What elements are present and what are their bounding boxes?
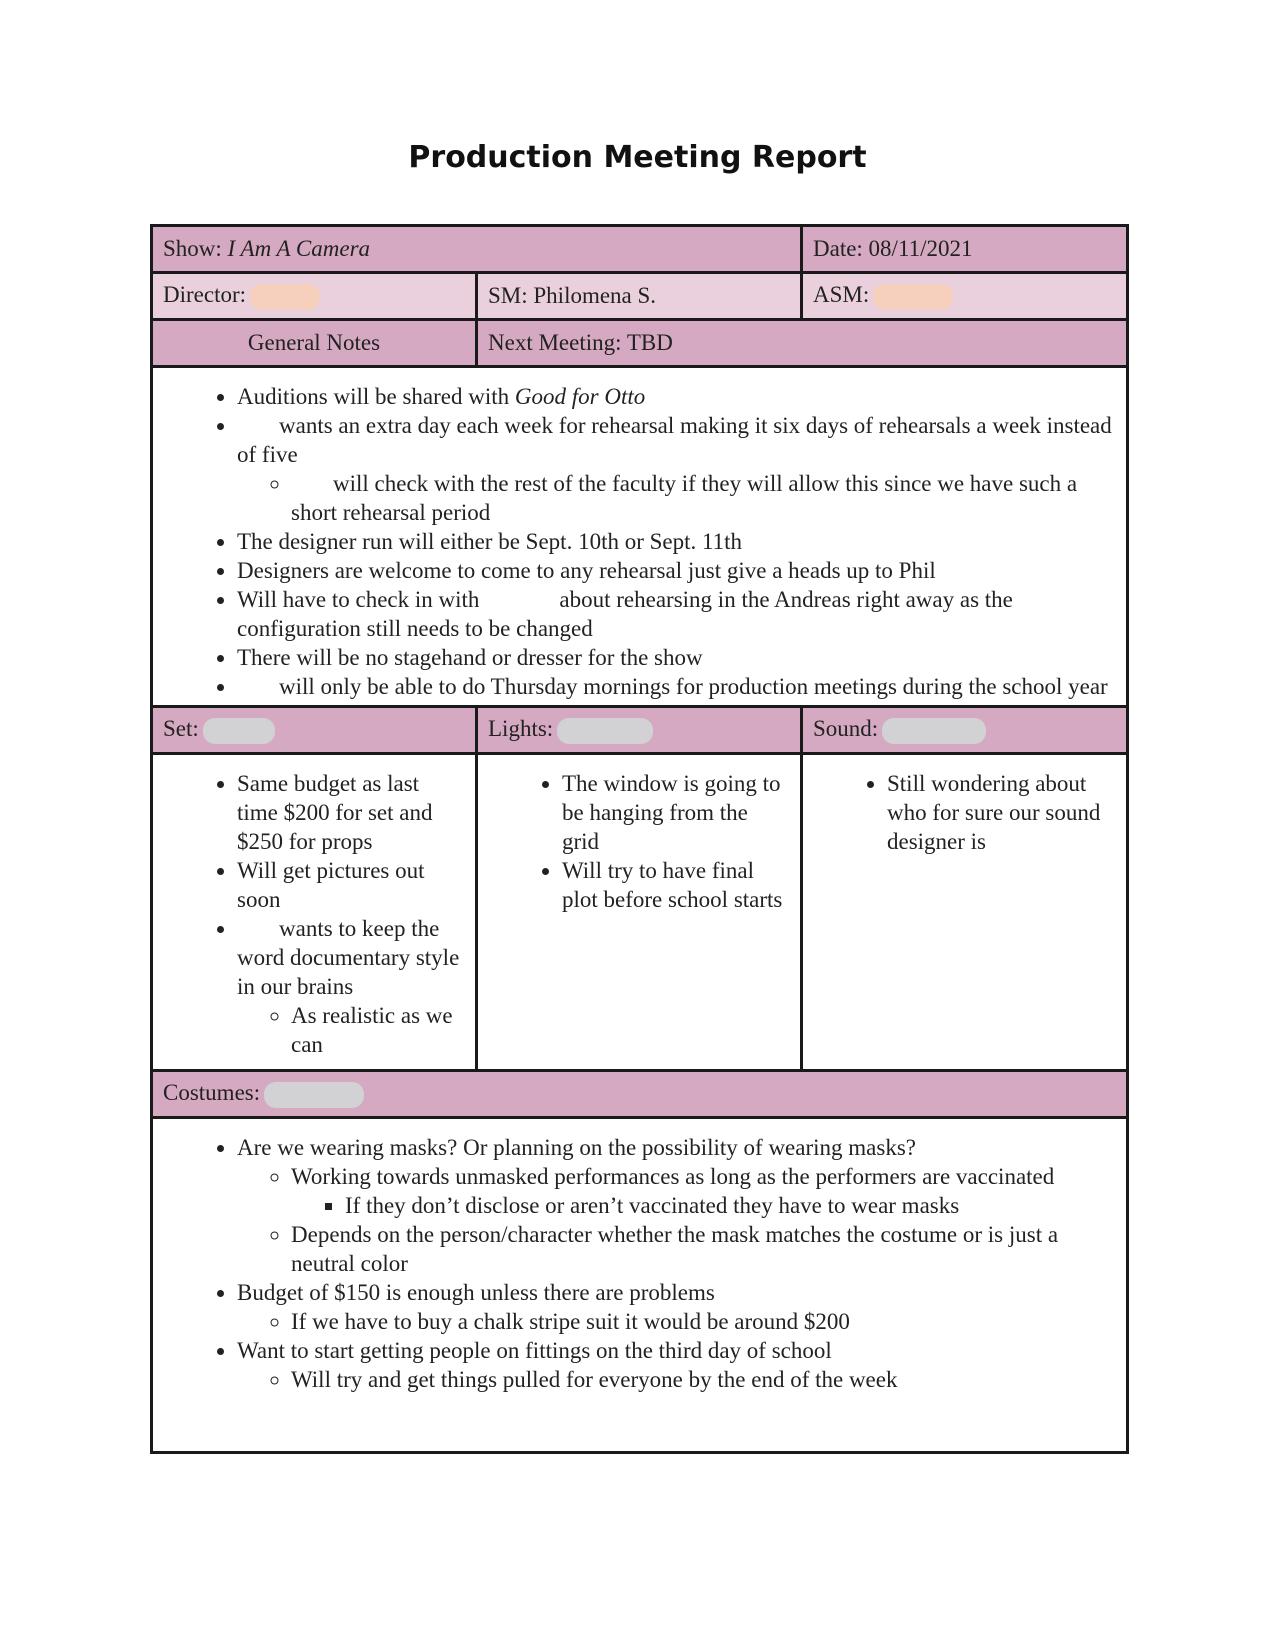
costumes-name-redaction: [264, 1082, 364, 1108]
list-item: • Same budget as last time $200 for set and $250 for props: [237, 769, 465, 856]
lights-name-redaction: [557, 718, 653, 744]
sub-list: [237, 1162, 1116, 1278]
costumes-notes-list: [163, 1133, 1116, 1394]
sm-label: SM: Philomena S.: [488, 283, 657, 308]
director-cell: [152, 273, 477, 320]
sound-label: Sound:: [813, 716, 879, 742]
sm-cell: [477, 273, 802, 320]
director-label: Director:: [163, 282, 247, 308]
set-label: Set:: [163, 716, 199, 742]
show-row: [152, 226, 1128, 273]
asm-label: ASM:: [813, 282, 870, 308]
report-table: [150, 224, 1129, 1454]
show-label: Show:: [163, 236, 222, 261]
list-item: ◦ As realistic as we can: [291, 1001, 465, 1059]
list-item: ▪ If they don’t disclose or aren’t vaccinated they have to wear masks: [345, 1191, 1116, 1220]
lights-notes-list: [488, 769, 790, 914]
list-item: ◦ Working towards unmasked performances as long as the performers are vaccinated ▪ If they don’t disclose or aren’t vaccinated they have to wear masks: [291, 1162, 1116, 1220]
set-header-cell: [152, 707, 477, 754]
departments-header-row: [152, 707, 1128, 754]
list-item: • The designer run will either be Sept. 10th or Sept. 11th: [237, 527, 1116, 556]
list-item: • Want to start getting people on fittings on the third day of school ◦ Will try and get things pulled for everyone by the end of the week: [237, 1336, 1116, 1394]
director-name-redaction: [250, 284, 320, 310]
sub-list: [237, 1307, 1116, 1336]
costumes-header-cell: [152, 1071, 1128, 1118]
date-cell: [802, 226, 1128, 273]
list-item: • Budget of $150 is enough unless there are problems ◦ If we have to buy a chalk stripe suit it would be around $200: [237, 1278, 1116, 1336]
sound-notes-list: [813, 769, 1116, 856]
list-item: • The window is going to be hanging from the grid: [562, 769, 790, 856]
list-item: ◦ will check with the rest of the faculty if they will allow this since we have such a short rehearsal period: [291, 469, 1116, 527]
list-item: • will only be able to do Thursday mornings for production meetings during the school year: [237, 672, 1116, 701]
list-item: ◦ Will try and get things pulled for everyone by the end of the week: [291, 1365, 1116, 1394]
next-meeting-cell: [477, 320, 1128, 367]
general-notes-header-row: [152, 320, 1128, 367]
set-name-redaction: [203, 718, 275, 744]
list-item: • There will be no stagehand or dresser for the show: [237, 643, 1116, 672]
sub-sub-list: [291, 1191, 1116, 1220]
list-item: • Are we wearing masks? Or planning on the possibility of wearing masks? ◦ Working towards unmasked performances as long as the performers are vaccinated ▪ If they don’t disclose or aren’t vaccinated they have to wear masks ◦ Depends on the person/character whether the mask matches the costume or is just a neutral color: [237, 1133, 1116, 1278]
list-item: • Will get pictures out soon: [237, 856, 465, 914]
lights-label: Lights:: [488, 716, 554, 742]
list-item: • Designers are welcome to come to any rehearsal just give a heads up to Phil: [237, 556, 1116, 585]
date-label: Date: 08/11/2021: [813, 236, 973, 261]
general-notes-list: [163, 382, 1116, 701]
costumes-label: Costumes:: [163, 1080, 261, 1106]
sound-notes-cell: [802, 754, 1128, 1071]
list-item: • Will have to check in with about rehearsing in the Andreas right away as the configuration still needs to be changed: [237, 585, 1116, 643]
list-item: • wants an extra day each week for rehearsal making it six days of rehearsals a week instead of five ◦ will check with the rest of the faculty if they will allow this since we have such a short rehearsal period: [237, 411, 1116, 527]
show-cell: [152, 226, 802, 273]
costumes-header-row: [152, 1071, 1128, 1118]
show-title: I Am A Camera: [227, 236, 371, 261]
general-notes-row: [152, 367, 1128, 707]
general-notes-label: General Notes: [247, 330, 381, 355]
list-item: ◦ Depends on the person/character whether the mask matches the costume or is just a neutral color: [291, 1220, 1116, 1278]
general-notes-label-cell: [152, 320, 477, 367]
next-meeting-label: Next Meeting: TBD: [488, 330, 673, 355]
list-item: • Auditions will be shared with Good for Otto: [237, 382, 1116, 411]
staff-row: [152, 273, 1128, 320]
list-item: ◦ If we have to buy a chalk stripe suit it would be around $200: [291, 1307, 1116, 1336]
departments-notes-row: [152, 754, 1128, 1071]
lights-notes-cell: [477, 754, 802, 1071]
sub-list: [237, 1365, 1116, 1394]
costumes-notes-row: [152, 1118, 1128, 1453]
general-notes-cell: [152, 367, 1128, 707]
set-notes-list: [163, 769, 465, 1059]
list-item: • Will try to have final plot before school starts: [562, 856, 790, 914]
sub-list: [237, 1001, 465, 1059]
sub-list: [237, 469, 1116, 527]
asm-cell: [802, 273, 1128, 320]
sound-header-cell: [802, 707, 1128, 754]
lights-header-cell: [477, 707, 802, 754]
list-item: • Still wondering about who for sure our sound designer is: [887, 769, 1116, 856]
set-notes-cell: [152, 754, 477, 1071]
page-title: Production Meeting Report: [408, 140, 867, 175]
asm-name-redaction: [873, 284, 953, 310]
list-item: • wants to keep the word documentary style in our brains ◦ As realistic as we can: [237, 914, 465, 1059]
sound-name-redaction: [882, 718, 986, 744]
costumes-notes-cell: [152, 1118, 1128, 1453]
